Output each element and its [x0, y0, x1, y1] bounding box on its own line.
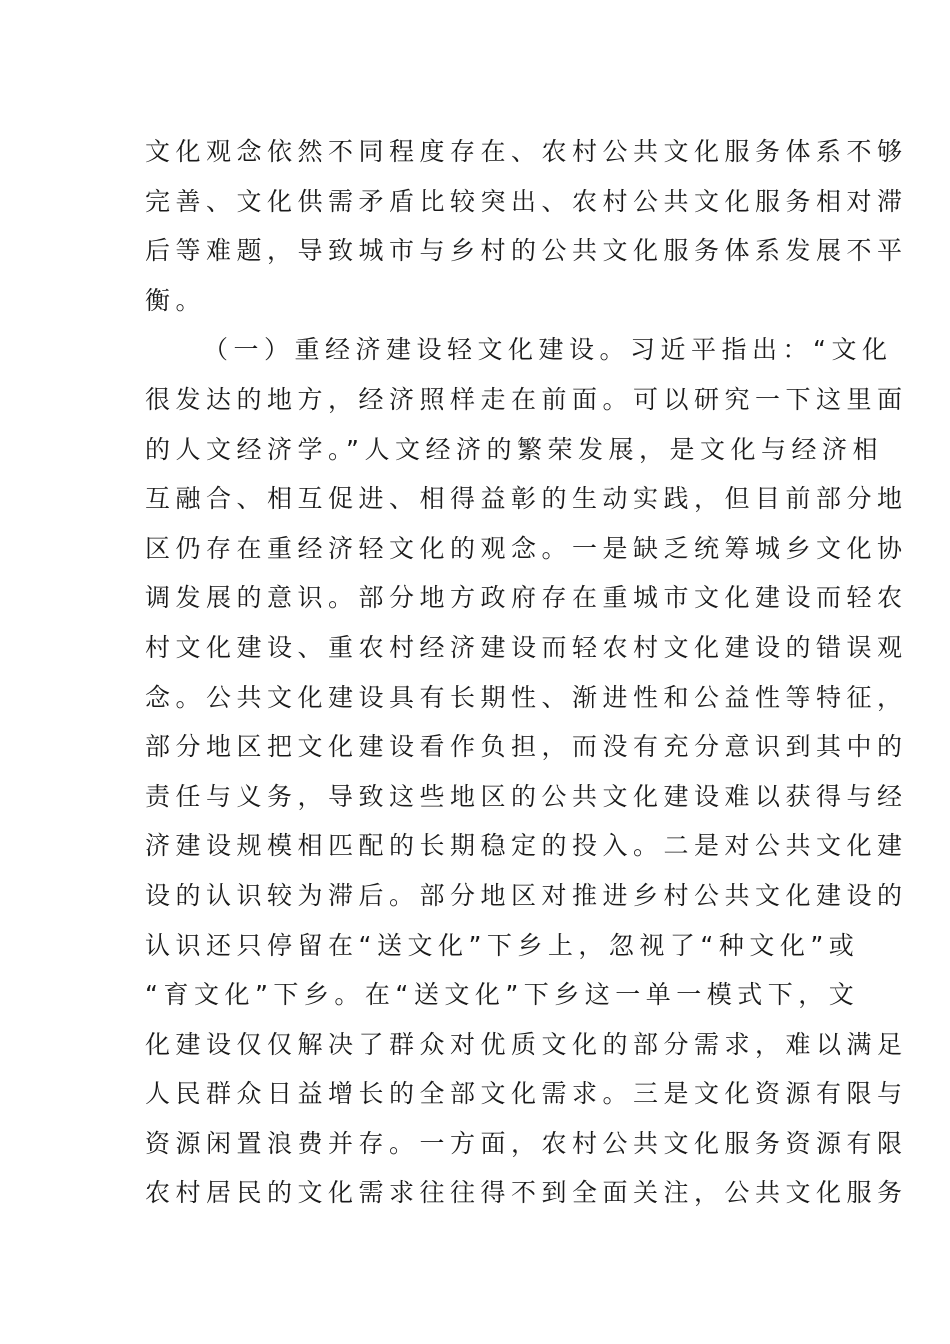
text-line: 很发达的地方，经济照样走在前面。可以研究一下这里面 [145, 384, 908, 414]
text-line: 完善、文化供需矛盾比较突出、农村公共文化服务相对滞 [145, 186, 908, 216]
text-line: 村文化建设、重农村经济建设而轻农村文化建设的错误观 [145, 632, 908, 662]
text-line: 文化观念依然不同程度存在、农村公共文化服务体系不够 [145, 137, 908, 166]
text-line: 调发展的意识。部分地方政府存在重城市文化建设而轻农 [145, 583, 908, 613]
text-line: 济建设规模相匹配的长期稳定的投入。二是对公共文化建 [145, 831, 908, 861]
text-line: 区仍存在重经济轻文化的观念。一是缺乏统筹城乡文化协 [145, 533, 908, 563]
text-line: 念。公共文化建设具有长期性、渐进性和公益性等特征， [145, 682, 908, 712]
text-line: 化建设仅仅解决了群众对优质文化的部分需求，难以满足 [145, 1029, 908, 1059]
text-line: 衡。 [145, 285, 207, 315]
document-body [145, 127, 908, 1218]
text-line: 互融合、相互促进、相得益彰的生动实践，但目前部分地 [145, 484, 908, 514]
text-line: “育文化”下乡。在“送文化”下乡这一单一模式下，文 [145, 980, 860, 1010]
text-line: 后等难题，导致城市与乡村的公共文化服务体系发展不平 [145, 236, 908, 266]
text-line: 认识还只停留在“送文化”下乡上，忽视了“种文化”或 [145, 930, 860, 960]
text-line: 部分地区把文化建设看作负担，而没有充分意识到其中的 [145, 732, 908, 762]
text-line: 的人文经济学。”人文经济的繁荣发展，是文化与经济相 [145, 434, 883, 464]
text-line: 资源闲置浪费并存。一方面，农村公共文化服务资源有限 [145, 1128, 908, 1158]
text-line: 农村居民的文化需求往往得不到全面关注，公共文化服务 [145, 1178, 908, 1208]
text-line: 设的认识较为滞后。部分地区对推进乡村公共文化建设的 [145, 880, 908, 910]
section-heading-line: （一）重经济建设轻文化建设。习近平指出：“文化 [203, 335, 893, 365]
text-line: 责任与义务，导致这些地区的公共文化建设难以获得与经 [145, 781, 908, 811]
text-line: 人民群众日益增长的全部文化需求。三是文化资源有限与 [145, 1079, 908, 1109]
